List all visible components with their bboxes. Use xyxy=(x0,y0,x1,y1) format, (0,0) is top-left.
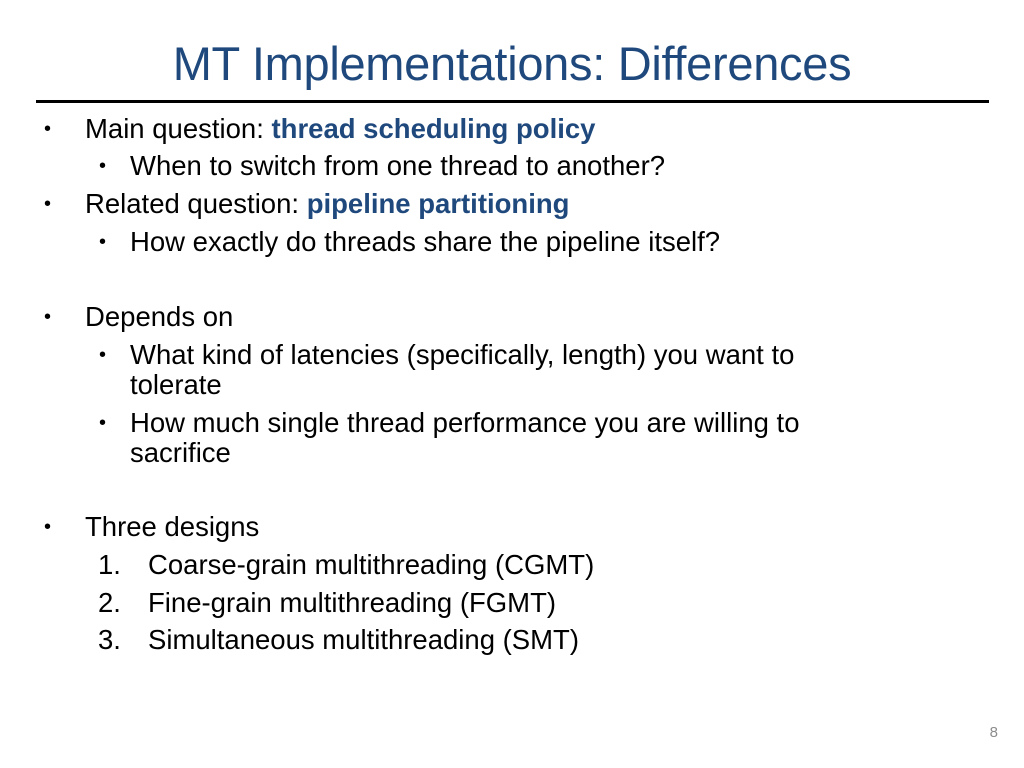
sub-bullet-when-to-switch: When to switch from one thread to another? xyxy=(130,150,666,181)
bullet-icon: • xyxy=(44,118,52,140)
sub-bullet-share-pipeline: How exactly do threads share the pipeline itself? xyxy=(130,226,721,257)
bullet-icon: • xyxy=(99,412,107,434)
bullet-depends-on: Depends on xyxy=(85,301,234,332)
bullet-icon: • xyxy=(99,155,107,177)
bullet-main-question xyxy=(85,113,595,144)
list-number: 3. xyxy=(98,624,121,655)
bullet-three-designs: Three designs xyxy=(85,511,260,542)
list-number: 1. xyxy=(98,549,121,580)
design-smt: Simultaneous multithreading (SMT) xyxy=(148,624,580,655)
main-question-lead: Main question: xyxy=(85,113,272,144)
list-number: 2. xyxy=(98,587,121,618)
sub-bullet-latencies-line1: What kind of latencies (specifically, length) you want to xyxy=(130,339,795,370)
design-fgmt: Fine-grain multithreading (FGMT) xyxy=(148,587,557,618)
sub-bullet-single-thread-line2: sacrifice xyxy=(130,437,231,468)
slide-title: MT Implementations: Differences xyxy=(172,37,852,90)
bullet-icon: • xyxy=(44,306,52,328)
design-cgmt: Coarse-grain multithreading (CGMT) xyxy=(148,549,595,580)
bullet-icon: • xyxy=(44,516,52,538)
sub-bullet-single-thread-line1: How much single thread performance you are willing to xyxy=(130,407,800,438)
bullet-related-question xyxy=(85,188,569,219)
page-number: 8 xyxy=(989,724,998,741)
related-question-emphasis: pipeline partitioning xyxy=(306,188,570,219)
sub-bullet-latencies-line2: tolerate xyxy=(130,369,222,400)
bullet-icon: • xyxy=(99,344,107,366)
main-question-emphasis: thread scheduling policy xyxy=(271,113,596,144)
bullet-icon: • xyxy=(99,231,107,253)
related-question-lead: Related question: xyxy=(85,188,307,219)
bullet-icon: • xyxy=(44,193,52,215)
